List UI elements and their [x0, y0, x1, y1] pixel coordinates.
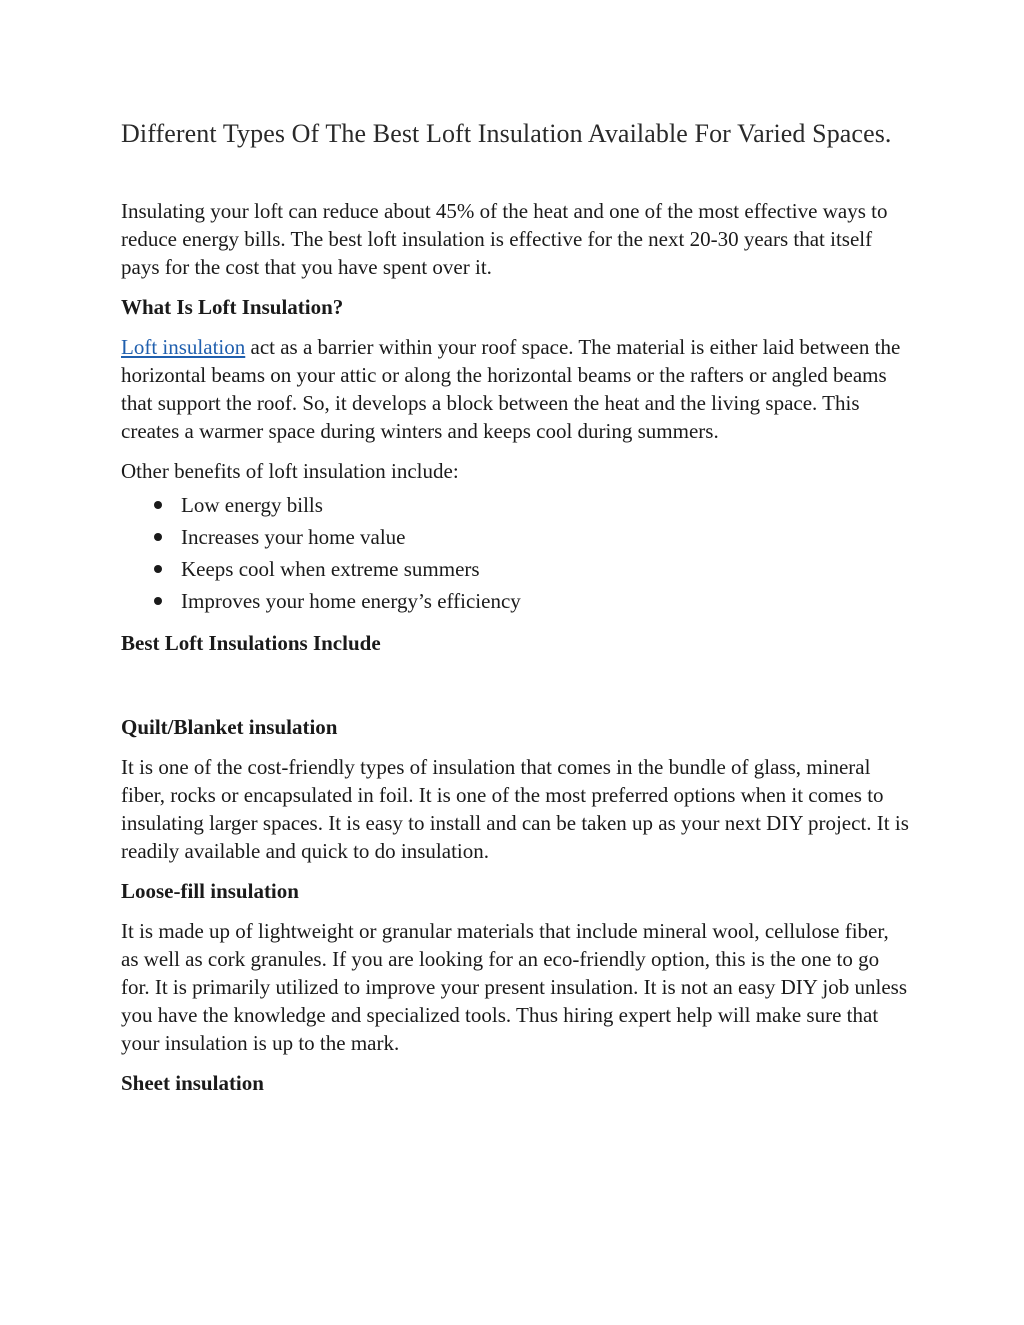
benefits-list [121, 489, 911, 617]
list-item: Improves your home energy’s efficiency [121, 585, 911, 617]
list-item: Low energy bills [121, 489, 911, 521]
document-page [121, 118, 911, 1109]
loose-fill-heading: Loose-fill insulation [121, 879, 299, 903]
list-item: Increases your home value [121, 521, 911, 553]
document-title: Different Types Of The Best Loft Insulation Available For Varied Spaces. [121, 119, 892, 148]
intro-paragraph: Insulating your loft can reduce about 45% of the heat and one of the most effective ways to reduce energy bills. The best loft insulation is effective for the next 20-30 years that itself pays for the cost that you have spent over it. [121, 199, 888, 279]
bullet-icon [154, 597, 162, 605]
bullet-icon [154, 533, 162, 541]
quilt-paragraph: It is one of the cost-friendly types of insulation that comes in the bundle of glass, mineral fiber, rocks or encapsulated in foil. It is one of the most preferred options when it comes to insulating larger spaces. It is easy to install and can be taken up as your next DIY project. It is readily available and quick to do insulation. [121, 755, 909, 863]
quilt-heading: Quilt/Blanket insulation [121, 715, 338, 739]
bullet-icon [154, 565, 162, 573]
what-is-body: act as a barrier within your roof space. The material is either laid between the horizontal beams on your attic or along the horizontal beams or the rafters or angled beams that support the roof. So, it develops a block between the heat and the living space. This creates a warmer space during winters and keeps cool during summers. [121, 335, 901, 443]
loft-insulation-link[interactable]: Loft insulation [121, 335, 246, 359]
loose-fill-paragraph: It is made up of lightweight or granular materials that include mineral wool, cellulose fiber, as well as cork granules. If you are looking for an eco-friendly option, this is the one to go for. It is primarily utilized to improve your present insulation. It is not an easy DIY job unless you have the knowledge and specialized tools. Thus hiring expert help will make sure that your insulation is up to the mark. [121, 919, 908, 1055]
what-is-paragraph [121, 333, 911, 445]
list-item: Keeps cool when extreme summers [121, 553, 911, 585]
best-insulations-heading: Best Loft Insulations Include [121, 631, 381, 655]
benefits-intro: Other benefits of loft insulation include: [121, 459, 459, 483]
sheet-heading: Sheet insulation [121, 1071, 264, 1095]
what-is-heading: What Is Loft Insulation? [121, 295, 344, 319]
bullet-icon [154, 501, 162, 509]
